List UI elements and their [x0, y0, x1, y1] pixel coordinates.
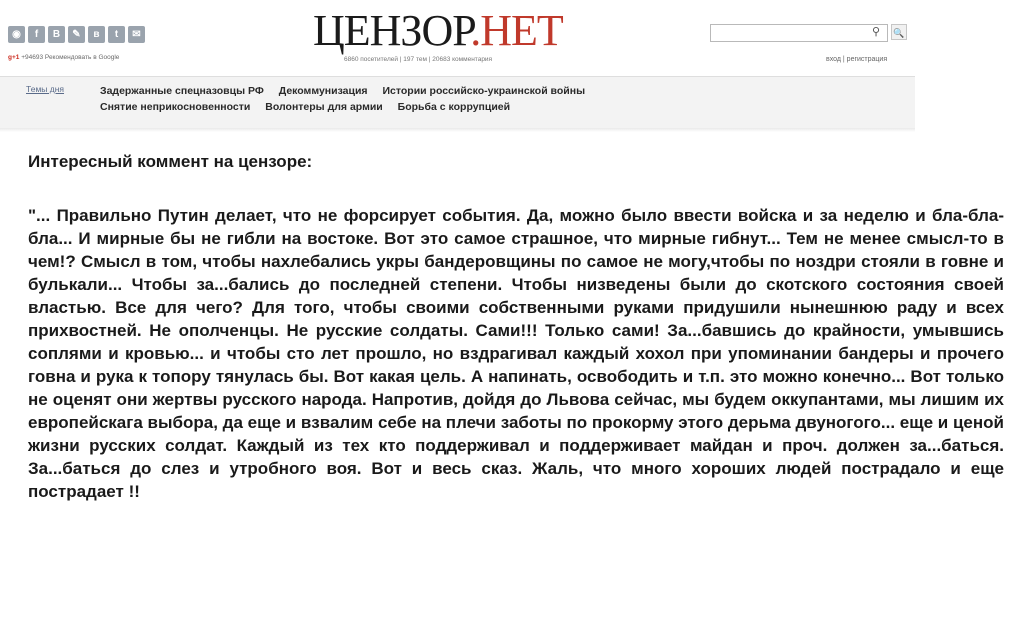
search-ext-icon[interactable]: 🔍 [891, 24, 907, 40]
gplus-badge[interactable]: g+1 [8, 54, 20, 61]
site-header [0, 0, 915, 130]
vk-icon[interactable]: в [88, 26, 105, 43]
mail-icon[interactable]: ✉ [128, 26, 145, 43]
site-stats: 6860 посетителей | 197 тем | 20683 комментария [344, 56, 493, 63]
header-shadow [0, 128, 915, 132]
twitter-icon[interactable]: t [108, 26, 125, 43]
topic-link[interactable]: Борьба с коррупцией [397, 101, 511, 113]
search-icon[interactable]: ⚲ [871, 26, 881, 38]
topics-nav [0, 76, 915, 129]
topic-link[interactable]: Истории российско-украинской войны [382, 85, 586, 97]
gplus-text[interactable]: Рекомендовать в Google [44, 54, 120, 61]
topics-list [100, 83, 800, 115]
topic-link[interactable]: Декоммунизация [278, 85, 368, 97]
gplus-count: +94693 [21, 54, 44, 61]
blogger-icon[interactable]: B [48, 26, 65, 43]
topics-label[interactable]: Темы дня [26, 84, 65, 94]
gplus-recommend[interactable] [8, 54, 119, 61]
rss-icon[interactable]: ◉ [8, 26, 25, 43]
topic-link[interactable]: Задержанные спецназовцы РФ [100, 85, 264, 97]
topic-link[interactable]: Снятие неприкосновенности [100, 101, 251, 113]
search-input[interactable] [710, 24, 888, 42]
logo-part1: ЦЕНЗОР [313, 6, 471, 55]
logo-dot: . [470, 6, 481, 55]
post-body [28, 204, 1004, 503]
post-text: "... Правильно Путин делает, что не форсирует события. Да, можно было ввести войска и за неделю и бла-бла-бла... И мирные бы не гибли на востоке. Вот это самое страшное, что мирные гибнут... Тем не менее смысл-то в чем!? Смысл в том, чтобы нахлебались укры бандеровщины по самое не могу,чтобы по ноздри стояли в говне и булькали... Чтобы за...бались до последней степени. Чтобы низведены были до скотского состояния своей властью. Все для чего? Для того, чтобы своими собственными руками придушили нынешнюю раду и всех прихвостней. Не ополченцы. Не русские солдаты. Сами!!! Только сами! За...бавшись до крайности, умывшись соплями и кровью... и чтобы сто лет прошло, но вздрагивал каждый хохол при упоминании бандеры и прочего говна и рука к топору тянулась бы. Вот какая цель. А напинать, освободить и т.п. это можно конечно... Вот только не оценят они жертвы русского народа. Напротив, дойдя до Львова сейчас, мы будем оккупантами, мы лишим их европейскага выбора, да еще и взвалим себе на плечи заботы по прокорму этого дерьма двуногого... еще и ценой жизни русских солдат. Каждый из тех кто поддерживал и поддерживает майдан и проч. должен за...баться. За...баться до слез и утробного воя. Вот и весь сказ. Жаль, что много хороших людей пострадало и еще пострадает !! [28, 206, 1004, 501]
facebook-icon[interactable]: f [28, 26, 45, 43]
auth-links[interactable]: вход | регистрация [826, 56, 888, 63]
topic-link[interactable]: Волонтеры для армии [265, 101, 383, 113]
livejournal-icon[interactable]: ✎ [68, 26, 85, 43]
social-icons [8, 26, 145, 43]
logo-part2: НЕТ [480, 6, 563, 55]
site-logo[interactable] [313, 6, 563, 56]
post-title: Интересный коммент на цензоре: [28, 152, 313, 171]
